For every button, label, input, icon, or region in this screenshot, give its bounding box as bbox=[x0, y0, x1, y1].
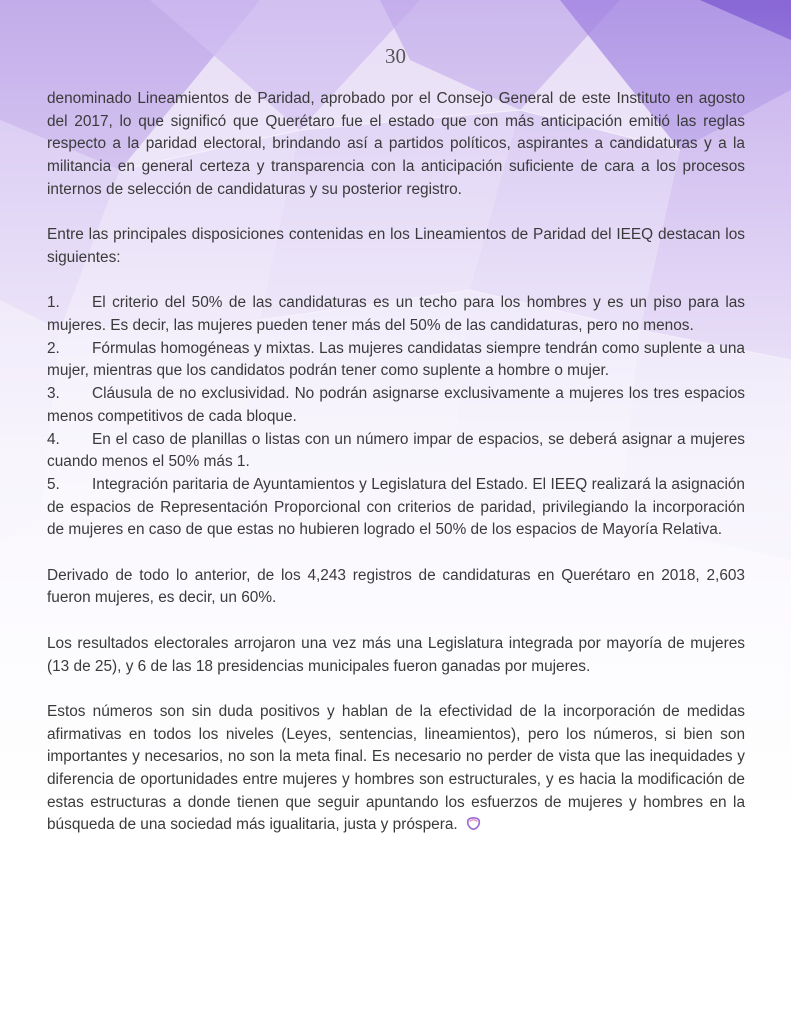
list-item bbox=[47, 429, 745, 474]
list-item bbox=[47, 383, 745, 428]
paragraph-conclusion bbox=[47, 701, 745, 837]
paragraph-results: Los resultados electorales arrojaron una vez más una Legislatura integrada por mayoría de mujeres (13 de 25), y 6 de las 18 presidencias municipales fueron ganadas por mujeres. bbox=[47, 634, 745, 675]
paragraph-registrations: Derivado de todo lo anterior, de los 4,243 registros de candidaturas en Querétaro en 2018, 2,603 fueron mujeres, es decir, un 60%. bbox=[47, 566, 745, 607]
list-item-text: Cláusula de no exclusividad. No podrán asignarse exclusivamente a mujeres los tres espacios menos competitivos de cada bloque. bbox=[47, 385, 745, 425]
list-item-number: 5. bbox=[47, 475, 60, 493]
list-item-number: 2. bbox=[47, 339, 60, 357]
list-item-text: En el caso de planillas o listas con un número impar de espacios, se deberá asignar a mujeres cuando menos el 50% más 1. bbox=[47, 430, 745, 471]
end-mark-icon bbox=[466, 816, 481, 831]
list-item-text: Integración paritaria de Ayuntamientos y Legislatura del Estado. El IEEQ realizará la asignación de espacios de Representación Proporcional con criterios de paridad, privilegiando la incorporación de mujeres en caso de que estas no hubieren logrado el 50% de los espacios de Mayoría Relativa. bbox=[47, 475, 745, 539]
paragraph-lead-in: Entre las principales disposiciones contenidas en los Lineamientos de Paridad del IEEQ destacan los siguientes: bbox=[47, 226, 745, 266]
body-text bbox=[47, 88, 745, 837]
paragraph-intro: denominado Lineamientos de Paridad, aprobado por el Consejo General de este Instituto en agosto del 2017, lo que significó que Querétaro fue el estado que con más anticipación emitió las reglas respecto a la paridad electoral, brindando así a partidos políticos, aspirantes a candidaturas y a la militancia en general certeza y transparencia con la anticipación suficiente de cara a los procesos internos de selección de candidaturas y su posterior registro. bbox=[47, 90, 745, 198]
list-item-text: Fórmulas homogéneas y mixtas. Las mujeres candidatas siempre tendrán como suplente a una mujer, mientras que los candidatos podrán tener como suplente a hombre o mujer. bbox=[47, 339, 745, 380]
list-item bbox=[47, 474, 745, 542]
paragraph-conclusion-text: Estos números son sin duda positivos y hablan de la efectividad de la incorporación de medidas afirmativas en todos los niveles (Leyes, sentencias, lineamientos), pero los números, si bien son importantes y necesarios, no son la meta final. Es necesario no perder de vista que las inequidades y diferencia de oportunidades entre mujeres y hombres son estructurales, y es hacia la modificación de estas estructuras a donde tienen que seguir apuntando los esfuerzos de mujeres y hombres en la búsqueda de una sociedad más igualitaria, justa y próspera. bbox=[47, 702, 745, 834]
list-item bbox=[47, 338, 745, 383]
provisions-list bbox=[47, 292, 745, 542]
list-item-text: El criterio del 50% de las candidaturas es un techo para los hombres y es un piso para las mujeres. Es decir, las mujeres pueden tener más del 50% de las candidaturas, pero no menos. bbox=[47, 294, 745, 334]
list-item bbox=[47, 292, 745, 337]
page-number: 30 bbox=[385, 44, 406, 68]
list-item-number: 4. bbox=[47, 430, 60, 448]
list-item-number: 1. bbox=[47, 294, 60, 312]
list-item-number: 3. bbox=[47, 385, 60, 403]
